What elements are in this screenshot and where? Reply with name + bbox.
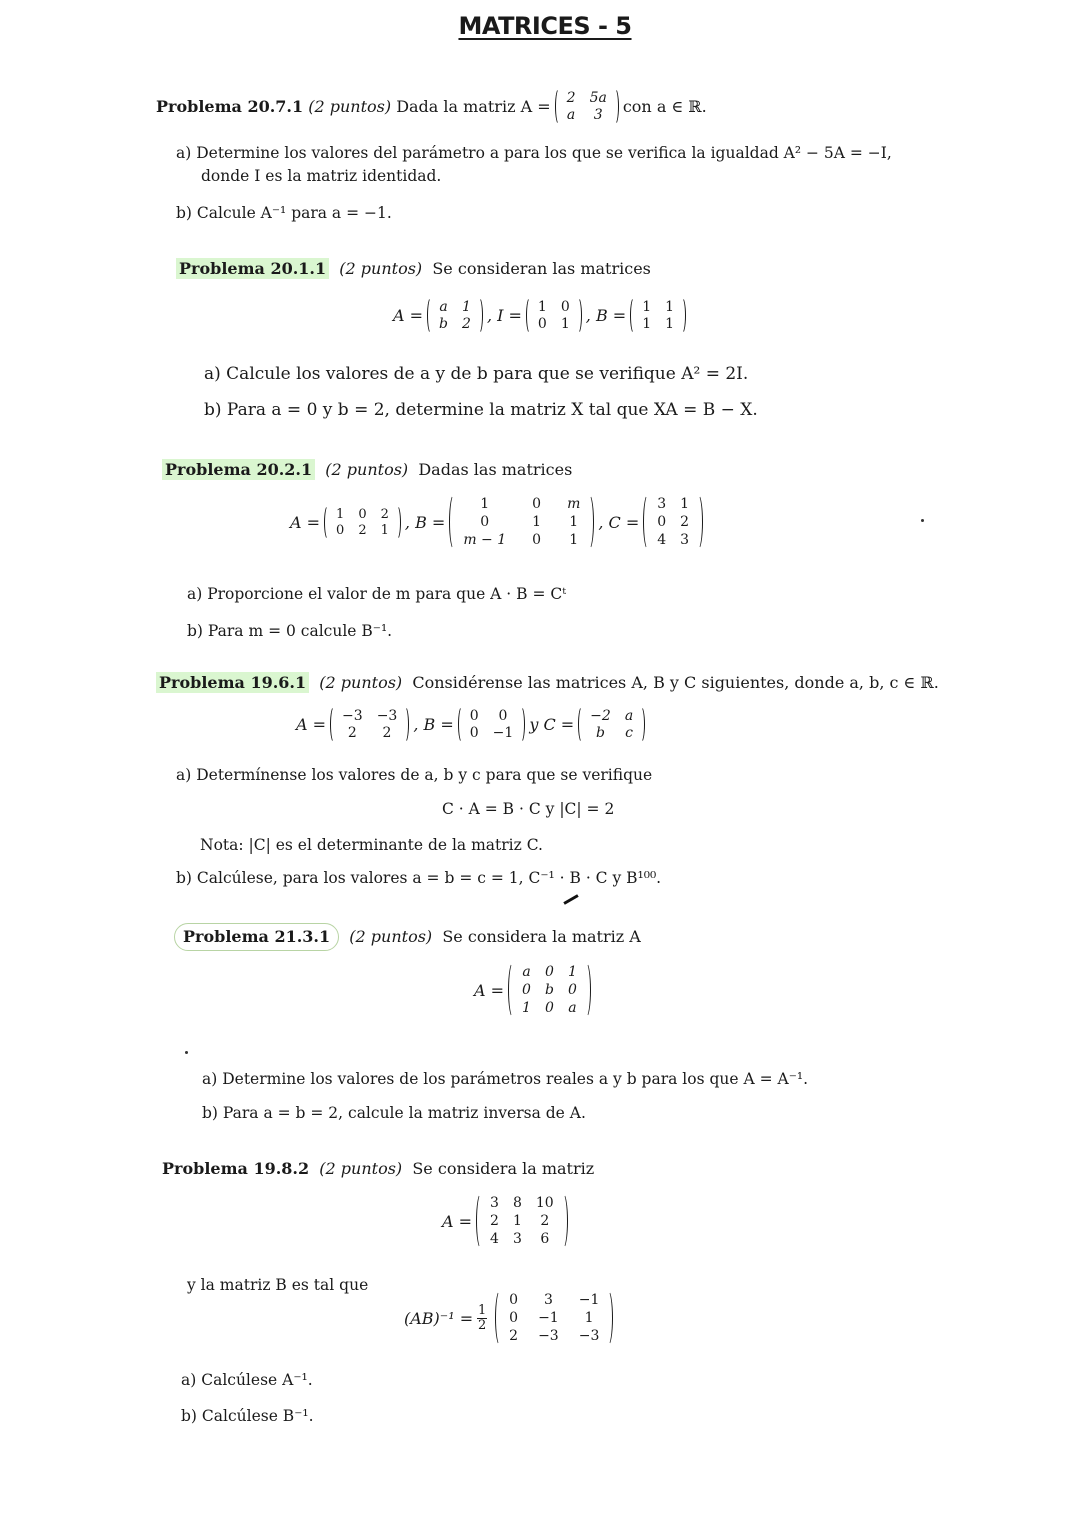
problem-19-6-1-heading xyxy=(156,673,939,692)
matrix-cell: 0 xyxy=(532,496,542,512)
points: (2 puntos) xyxy=(319,673,403,692)
matrix-cell: 1 xyxy=(537,299,547,315)
matrix-cell: 2 xyxy=(347,725,357,741)
matrix-cell: m xyxy=(567,496,581,512)
matrix-cell: 0 xyxy=(560,299,570,315)
intro-text: Considérense las matrices A, B y C siguientes, donde a, b, c ∈ ℝ. xyxy=(412,673,939,692)
matrix-cell: 0 xyxy=(480,514,490,530)
problem-21-3-1-matrix xyxy=(474,962,595,1018)
matrix-cell: 0 xyxy=(509,1310,519,1326)
points: (2 puntos) xyxy=(308,97,392,116)
matrix-cell: 10 xyxy=(535,1195,554,1211)
matrix-cell: 0 xyxy=(336,522,345,538)
problem-20-2-1-matrices xyxy=(290,494,707,550)
matrix-grid xyxy=(638,297,678,334)
matrix-a xyxy=(555,88,619,125)
matrix-cell: 1 xyxy=(522,1000,531,1016)
matrix-cell: 1 xyxy=(567,964,577,980)
fraction-denominator: 2 xyxy=(478,1317,487,1333)
intro-text: Se considera la matriz xyxy=(412,1159,595,1178)
speck-mark xyxy=(185,1051,188,1054)
matrix-cell: 3 xyxy=(680,532,690,548)
matrix-cell: 3 xyxy=(593,107,603,123)
matrix-cell: 1 xyxy=(480,496,490,512)
matrix-cell: 1 xyxy=(665,316,675,332)
fraction-numerator: 1 xyxy=(478,1302,487,1318)
part-b: b) Calcule A⁻¹ para a = −1. xyxy=(176,204,392,222)
points: (2 puntos) xyxy=(349,927,433,946)
label-a: A = xyxy=(393,306,424,325)
label-b: , B = xyxy=(404,512,446,532)
problem-21-3-1-heading xyxy=(174,927,641,946)
matrix-cell: 5a xyxy=(589,90,607,106)
fraction xyxy=(477,1304,487,1333)
part-a: a) Determine los valores de los parámetros reales a y b para los que A = A⁻¹. xyxy=(202,1070,809,1088)
points: (2 puntos) xyxy=(325,460,409,479)
matrix-grid xyxy=(653,494,693,550)
matrix-cell: b xyxy=(439,316,449,332)
matrix-a xyxy=(508,962,591,1018)
matrix-a xyxy=(330,706,409,743)
matrix-grid xyxy=(486,1193,558,1249)
condition-text: con a ∈ ℝ. xyxy=(622,97,707,116)
matrix-grid xyxy=(466,706,518,743)
matrix-cell: 4 xyxy=(657,532,667,548)
matrix-cell: 2 xyxy=(540,1213,550,1229)
matrix-cell: 1 xyxy=(665,299,675,315)
matrix-cell: 1 xyxy=(380,522,389,538)
matrix-cell: 3 xyxy=(512,1231,522,1247)
matrix-cell: b xyxy=(544,982,554,998)
matrix-a xyxy=(476,1193,568,1249)
matrix-b xyxy=(630,297,686,334)
part-a: a) Calcule los valores de a y de b para que se verifique A² = 2I. xyxy=(204,364,749,384)
matrix-cell: 1 xyxy=(680,496,690,512)
b-intro: y la matriz B es tal que xyxy=(187,1276,369,1294)
matrix-cell: 2 xyxy=(509,1328,519,1344)
matrix-cell: 0 xyxy=(498,708,508,724)
matrix-cell: 0 xyxy=(544,1000,554,1016)
matrix-cell: 2 xyxy=(380,506,389,522)
matrix-cell: 0 xyxy=(657,514,667,530)
label-a: A = xyxy=(290,512,321,532)
label-b: , B = xyxy=(585,306,627,325)
check-mark-icon xyxy=(563,894,578,905)
matrix-cell: 0 xyxy=(532,532,542,548)
matrix-cell: a xyxy=(624,708,634,724)
matrix-cell: 0 xyxy=(537,316,547,332)
matrix-a xyxy=(324,505,401,540)
matrix-grid xyxy=(518,962,581,1018)
matrix-cell: b xyxy=(596,725,605,741)
part-a-line-2: donde I es la matriz identidad. xyxy=(201,167,442,185)
matrix-cell: 2 xyxy=(490,1213,499,1229)
problem-19-6-1-matrices xyxy=(296,706,649,743)
part-b: b) Para m = 0 calcule B⁻¹. xyxy=(187,622,393,640)
matrix-cell: −2 xyxy=(590,708,611,724)
matrix-cell: a xyxy=(439,299,448,315)
part-a-line-1: a) Determine los valores del parámetro a para los que se verifica la igualdad A² − 5A = −I, xyxy=(176,144,892,162)
intro-text: Se considera la matriz A xyxy=(442,927,641,946)
matrix-cell: −3 xyxy=(538,1328,559,1344)
matrix-cell: 1 xyxy=(569,514,579,530)
matrix-cell: −1 xyxy=(538,1310,559,1326)
matrix-cell: 0 xyxy=(567,982,577,998)
matrix-cell: 2 xyxy=(462,316,471,332)
part-b: b) Calcúlese, para los valores a = b = c = 1, C⁻¹ · B · C y B¹⁰⁰. xyxy=(176,869,662,887)
matrix-grid xyxy=(338,706,401,743)
matrix-cell: 3 xyxy=(490,1195,499,1211)
matrix-cell: 0 xyxy=(358,506,367,522)
problem-19-8-2-heading xyxy=(162,1159,594,1178)
part-b: b) Calcúlese B⁻¹. xyxy=(181,1407,314,1425)
matrix-grid xyxy=(505,1290,603,1346)
matrix-cell: −3 xyxy=(342,708,363,724)
matrix-cell: −1 xyxy=(492,725,514,741)
matrix-c xyxy=(578,706,645,743)
note: Nota: |C| es el determinante de la matriz C. xyxy=(200,836,543,854)
matrix-cell: c xyxy=(625,725,633,741)
matrix-cell: 1 xyxy=(642,316,652,332)
matrix-grid xyxy=(332,505,393,540)
matrix-cell: −1 xyxy=(578,1292,600,1308)
matrix-cell: 4 xyxy=(490,1231,499,1247)
part-a: a) Determínense los valores de a, b y c para que se verifique xyxy=(176,766,653,784)
matrix-cell: a xyxy=(522,964,531,980)
matrix-i xyxy=(526,297,582,334)
problem-heading: Problema 20.7.1 xyxy=(156,97,304,116)
matrix-cell: 1 xyxy=(642,299,652,315)
label-a: A = xyxy=(474,980,505,1000)
matrix-cell: 1 xyxy=(560,316,570,332)
matrix-cell: m − 1 xyxy=(463,532,507,548)
points: (2 puntos) xyxy=(339,259,423,278)
matrix-ab-inverse xyxy=(495,1290,613,1346)
problem-heading: Problema 19.6.1 xyxy=(156,672,309,693)
matrix-cell: 0 xyxy=(469,725,479,741)
part-a: a) Calcúlese A⁻¹. xyxy=(181,1371,313,1389)
label-a: A = xyxy=(442,1211,473,1231)
matrix-cell: 2 xyxy=(566,90,576,106)
matrix-grid xyxy=(534,297,574,334)
problem-heading: Problema 19.8.2 xyxy=(162,1159,310,1178)
matrix-cell: 1 xyxy=(462,299,471,315)
problem-20-1-1-heading xyxy=(176,259,651,278)
matrix-b xyxy=(449,494,594,550)
matrix-cell: 6 xyxy=(540,1231,550,1247)
matrix-grid xyxy=(435,297,475,334)
matrix-cell: 2 xyxy=(382,725,392,741)
part-a: a) Proporcione el valor de m para que A · B = Cᵗ xyxy=(187,585,567,603)
page-title: MATRICES - 5 xyxy=(458,12,632,40)
matrix-cell: 2 xyxy=(680,514,690,530)
matrix-a xyxy=(427,297,483,334)
label-c: , C = xyxy=(598,512,640,532)
speck-mark xyxy=(921,519,924,522)
matrix-cell: 2 xyxy=(358,522,367,538)
matrix-grid xyxy=(459,494,584,550)
problem-heading: Problema 21.3.1 xyxy=(174,923,339,951)
matrix-cell: −3 xyxy=(578,1328,600,1344)
matrix-cell: 0 xyxy=(522,982,531,998)
problem-heading: Problema 20.1.1 xyxy=(176,258,329,279)
label-c: y C = xyxy=(529,715,575,734)
label-i: , I = xyxy=(486,306,522,325)
matrix-c xyxy=(643,494,703,550)
matrix-cell: a xyxy=(568,1000,577,1016)
matrix-cell: a xyxy=(566,107,576,123)
matrix-grid xyxy=(563,88,611,125)
matrix-cell: 0 xyxy=(509,1292,519,1308)
matrix-cell: 0 xyxy=(469,708,479,724)
matrix-cell: −3 xyxy=(376,708,398,724)
condition-equation: C · A = B · C y |C| = 2 xyxy=(442,800,615,818)
points: (2 puntos) xyxy=(319,1159,403,1178)
matrix-cell: 1 xyxy=(512,1213,522,1229)
part-b: b) Para a = b = 2, calcule la matriz inversa de A. xyxy=(202,1104,586,1122)
part-b: b) Para a = 0 y b = 2, determine la matriz X tal que XA = B − X. xyxy=(204,400,758,420)
problem-20-7-1-statement xyxy=(156,88,707,125)
label-ab-inverse: (AB)⁻¹ = xyxy=(404,1308,474,1328)
problem-heading: Problema 20.2.1 xyxy=(162,459,315,480)
problem-20-1-1-matrices xyxy=(393,297,690,334)
intro-text: Se consideran las matrices xyxy=(432,259,651,278)
matrix-cell: 1 xyxy=(584,1310,594,1326)
matrix-cell: 0 xyxy=(544,964,554,980)
label-a: A = xyxy=(296,715,327,734)
matrix-b xyxy=(458,706,526,743)
matrix-cell: 8 xyxy=(512,1195,522,1211)
matrix-grid xyxy=(586,706,637,743)
matrix-cell: 3 xyxy=(657,496,667,512)
problem-20-2-1-heading xyxy=(162,460,572,479)
intro-text: Dada la matriz A = xyxy=(396,97,551,116)
matrix-cell: 1 xyxy=(569,532,579,548)
problem-19-8-2-matrix xyxy=(442,1193,572,1249)
label-b: , B = xyxy=(413,715,454,734)
matrix-cell: 1 xyxy=(532,514,542,530)
intro-text: Dadas las matrices xyxy=(418,460,573,479)
matrix-cell: 3 xyxy=(543,1292,553,1308)
ab-inverse-equation xyxy=(404,1290,617,1346)
matrix-cell: 1 xyxy=(336,506,345,522)
